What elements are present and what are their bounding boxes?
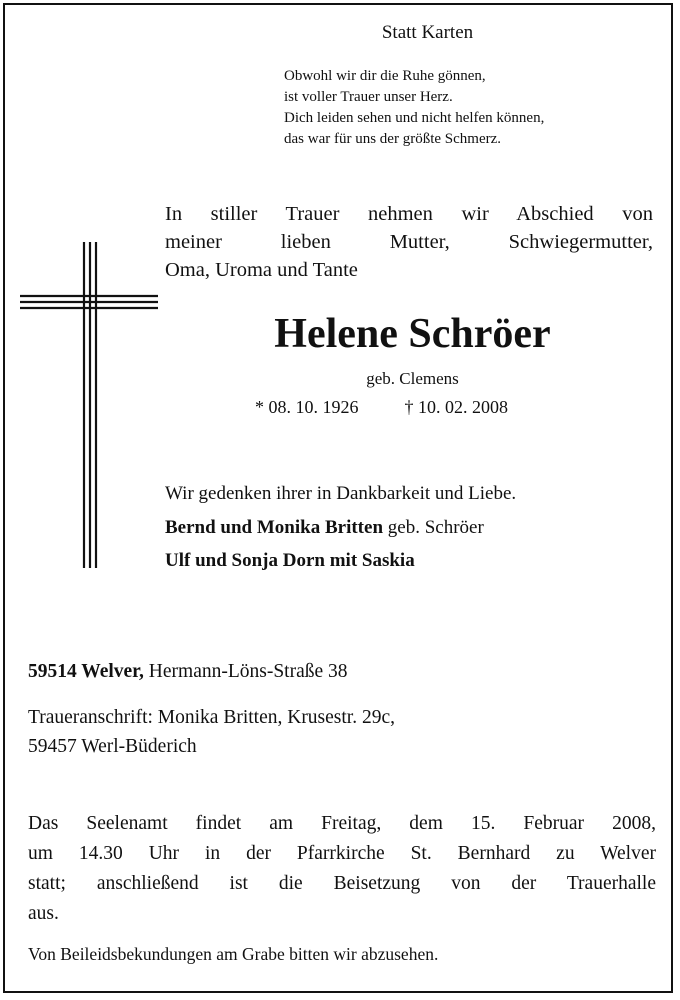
remembrance-text: Wir gedenken ihrer in Dankbarkeit und Liebe. bbox=[165, 483, 517, 504]
deceased-name: Helene Schröer bbox=[274, 311, 551, 357]
intro-text bbox=[165, 200, 653, 284]
service-line: um 14.30 Uhr in der Pfarrkirche St. Bernhard zu Welver bbox=[28, 843, 656, 864]
service-line: aus. bbox=[28, 903, 59, 924]
address-line bbox=[28, 661, 348, 683]
service-info bbox=[28, 809, 656, 929]
service-line: Das Seelenamt findet am Freitag, dem 15. Februar 2008, bbox=[28, 813, 656, 834]
family-line-1 bbox=[165, 517, 484, 539]
family-suffix: geb. Schröer bbox=[387, 517, 484, 538]
mourning-address bbox=[28, 703, 395, 761]
family-line-2: Ulf und Sonja Dorn mit Saskia bbox=[165, 550, 415, 571]
intro-line: Oma, Uroma und Tante bbox=[165, 259, 358, 281]
header-title: Statt Karten bbox=[381, 22, 474, 43]
family-name: Bernd und Monika Britten bbox=[165, 517, 384, 538]
birth-date: * 08. 10. 1926 bbox=[255, 397, 359, 417]
maiden-name: geb. Clemens bbox=[366, 369, 459, 388]
intro-line: In stiller Trauer nehmen wir Abschied von bbox=[165, 203, 653, 225]
intro-line: meiner lieben Mutter, Schwiegermutter, bbox=[165, 231, 653, 253]
mourning-address-line: Traueranschrift: Monika Britten, Krusestr. 29c, bbox=[28, 707, 396, 728]
address-street: Hermann-Löns-Straße 38 bbox=[148, 661, 348, 682]
mourning-address-line: 59457 Werl-Büderich bbox=[28, 736, 197, 757]
life-dates bbox=[255, 397, 508, 418]
poem-line: ist voller Trauer unser Herz. bbox=[284, 89, 453, 105]
service-line: statt; anschließend ist die Beisetzung von der Trauerhalle bbox=[28, 873, 656, 894]
poem bbox=[284, 66, 544, 150]
poem-line: das war für uns der größte Schmerz. bbox=[284, 131, 502, 147]
address-city: 59514 Welver, bbox=[28, 661, 144, 682]
death-date: † 10. 02. 2008 bbox=[404, 397, 508, 417]
poem-line: Dich leiden sehen und nicht helfen können, bbox=[284, 110, 545, 126]
cross-icon bbox=[20, 240, 160, 570]
condolence-note: Von Beileidsbekundungen am Grabe bitten wir abzusehen. bbox=[28, 944, 439, 964]
poem-line: Obwohl wir dir die Ruhe gönnen, bbox=[284, 68, 486, 84]
